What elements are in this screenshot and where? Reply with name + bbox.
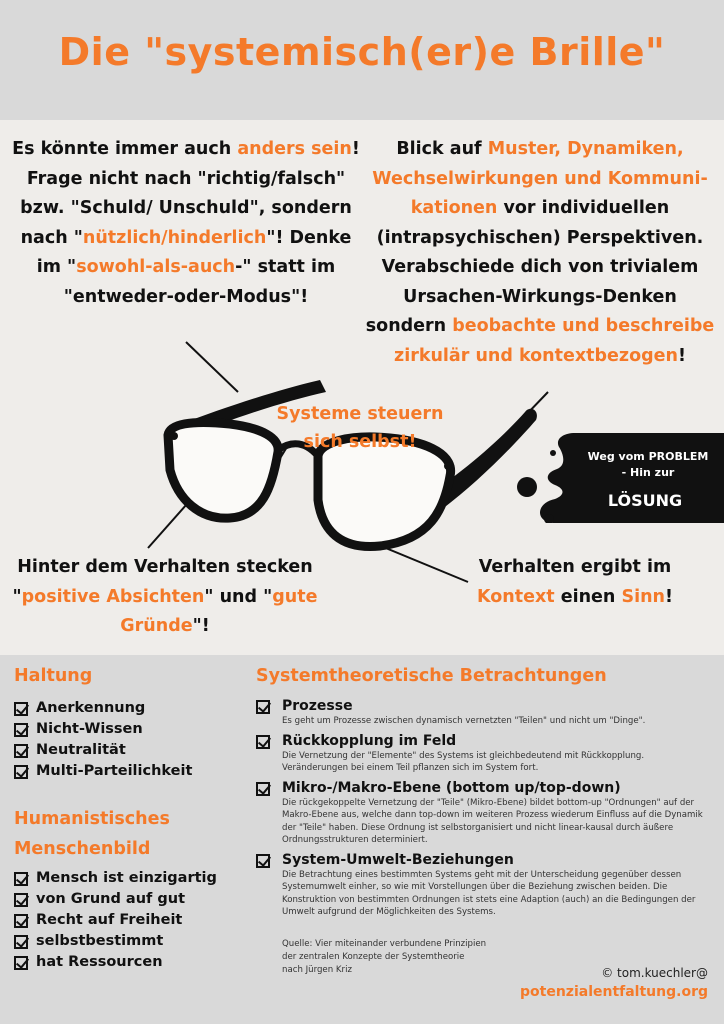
badge-line-1: Weg vom PROBLEM	[587, 450, 709, 463]
checkbox-icon	[14, 956, 28, 970]
checkbox-icon	[14, 723, 28, 737]
text-span: !	[665, 586, 673, 607]
highlight: sowohl-als-auch	[76, 257, 236, 277]
list-item	[14, 719, 192, 740]
highlight: anders sein	[237, 139, 352, 159]
list-item-label: Neutralität	[36, 742, 126, 758]
credit-site-link[interactable]: potenzialentfaltung.org	[520, 984, 708, 1000]
text-span: "! Denke im "	[36, 227, 352, 277]
text-span: vor individuellen (intrapsychischen) Perspektiven. Verabschiede dich von trivialem Ursachen-Wirkungs-Denken sondern	[365, 198, 704, 336]
item-text: Die Betrachtung eines bestimmten Systems geht mit der Unterscheidung gegenüber dessen Systemumwelt einher, so wie mit Vorstellungen über die Beziehung zwischen beiden. Die Konstruktion von bestimmten Ordnungen ist stets eine Adaption (auch) an die Bedingungen der Umwelt aufgrund der Möglichkeiten des Systems.	[282, 869, 696, 917]
list-item-label: von Grund auf gut	[36, 891, 186, 907]
text-bottom-left	[10, 553, 320, 642]
source-line-1: Quelle: Vier miteinander verbundene Prinzipien	[282, 939, 487, 949]
highlight: Muster, Dynamiken, Wechselwirkungen und Kommuni-kationen	[372, 139, 708, 218]
source-note	[282, 938, 542, 977]
source-line-3: nach Jürgen Kriz	[282, 965, 352, 975]
list-item	[256, 732, 706, 775]
text-span: Hinter dem Verhalten stecken "	[12, 557, 313, 607]
list-item	[256, 779, 706, 847]
solution-badge	[515, 433, 724, 523]
checkbox-icon	[14, 702, 28, 716]
page-title: Die "systemisch(er)e Brille"	[58, 30, 666, 74]
menschenbild-title-2: Menschenbild	[14, 839, 151, 859]
credit	[518, 966, 708, 1000]
list-item-label: selbstbestimmt	[36, 933, 164, 949]
list-item-label: Anerkennung	[36, 700, 146, 716]
item-heading: Prozesse	[282, 698, 353, 714]
text-span: Verhalten ergibt im	[478, 557, 672, 577]
highlight: beobachte und beschreibe zirkulär und kontextbezogen	[394, 316, 715, 366]
text-span: einen	[554, 586, 622, 607]
list-item	[14, 740, 192, 761]
checkbox-icon	[256, 735, 270, 749]
checkbox-icon	[256, 782, 270, 796]
item-heading: Rückkopplung im Feld	[282, 732, 457, 749]
text-span: -" statt im "entweder-oder-Modus"!	[63, 257, 336, 307]
highlight: Kontext	[477, 586, 555, 607]
item-text: Die Vernetzung der "Elemente" des Systems ist gleichbedeutend mit Rückkopplung. Veränderungen bei einem Teil pflanzen sich im System fort.	[282, 750, 645, 773]
list-item-label: Mensch ist einzigartig	[36, 870, 217, 886]
checkbox-icon	[14, 935, 28, 949]
item-heading: System-Umwelt-Beziehungen	[282, 851, 514, 868]
highlight: nützlich/hinderlich	[82, 227, 267, 248]
list-item	[14, 868, 217, 889]
credit-handle-row	[518, 966, 708, 980]
list-item	[14, 952, 217, 973]
pointer-line-tl	[186, 342, 238, 392]
menschenbild-title-1: Humanistisches	[14, 809, 170, 829]
menschenbild-list	[14, 868, 217, 973]
item-text: Es geht um Prozesse zwischen dynamisch vernetzten "Teilen" und nicht um "Dinge".	[282, 716, 646, 726]
menschenbild-title	[14, 804, 170, 864]
list-item	[14, 910, 217, 931]
list-item	[14, 761, 192, 782]
highlight: gute Gründe	[120, 586, 318, 636]
systemtheorie-list	[256, 697, 706, 923]
text-span: Es könnte immer auch	[12, 139, 238, 159]
systemtheorie-title: Systemtheoretische Betrachtungen	[256, 666, 607, 686]
source-line-2: der zentralen Konzepte der Systemtheorie	[282, 952, 465, 962]
list-item	[256, 851, 706, 919]
haltung-title: Haltung	[14, 666, 93, 686]
list-item-label: Multi-Parteilichkeit	[36, 763, 193, 779]
text-span: " und "	[204, 586, 273, 607]
hinge-left	[170, 432, 178, 440]
text-bottom-right	[470, 553, 680, 612]
list-item	[256, 697, 706, 728]
highlight: positive Absichten	[21, 586, 205, 607]
copyright-icon: ©	[601, 966, 614, 980]
badge-text	[573, 449, 723, 481]
text-center: Systeme steuern sich selbst!	[276, 404, 444, 452]
checkbox-icon	[14, 914, 28, 928]
checkbox-icon	[14, 744, 28, 758]
checkbox-icon	[14, 893, 28, 907]
highlight: Sinn	[621, 586, 665, 607]
list-item	[14, 698, 192, 719]
haltung-list	[14, 698, 192, 782]
text-top-left	[6, 135, 366, 312]
badge-line-3: LÖSUNG	[607, 491, 683, 510]
item-heading: Mikro-/Makro-Ebene (bottom up/top-down)	[282, 779, 621, 796]
checkbox-icon	[14, 765, 28, 779]
checkbox-icon	[256, 854, 270, 868]
checkbox-icon	[256, 700, 270, 714]
text-span: Blick auf	[396, 139, 488, 159]
list-item-label: Recht auf Freiheit	[36, 912, 183, 928]
hinge-right	[444, 462, 452, 470]
title-band	[0, 0, 724, 120]
badge-line-2: - Hin zur	[621, 466, 675, 479]
item-text: Die rückgekoppelte Vernetzung der "Teile" (Mikro-Ebene) bildet bottom-up "Ordnungen" auf der Makro-Ebene aus, welche dann top-down im weiteren Prozess wiederum Einfluss auf die Dynamik der "Teile" haben. Diese Ordnung ist selbstorganisiert und nicht linear-kausal durch äußere Ordnungsstrukturen determiniert.	[282, 797, 703, 845]
text-span: !	[678, 345, 686, 366]
text-span: "!	[192, 616, 210, 636]
checkbox-icon	[14, 872, 28, 886]
text-top-right	[360, 135, 720, 371]
list-item	[14, 931, 217, 952]
list-item	[14, 889, 217, 910]
text-span: ! Frage nicht nach "richtig/falsch" bzw. "Schuld/ Unschuld", sondern nach "	[20, 139, 360, 248]
list-item-label: hat Ressourcen	[36, 954, 163, 970]
list-item-label: Nicht-Wissen	[36, 721, 143, 737]
credit-handle: tom.kuechler@	[617, 966, 708, 980]
